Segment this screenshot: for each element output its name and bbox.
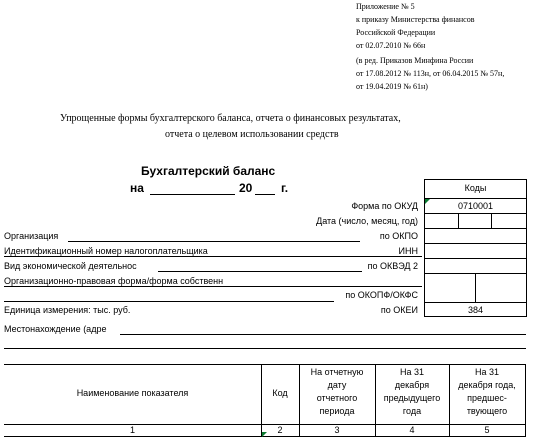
cell-marker-icon xyxy=(262,432,267,437)
location-field-2[interactable] xyxy=(4,348,526,349)
organization-label: Организация xyxy=(4,231,59,241)
appendix-line: от 17.08.2012 № 113н, от 06.04.2015 № 57н, xyxy=(356,69,505,78)
legal-form-line[interactable] xyxy=(4,286,422,287)
okpo-label: по ОКПО xyxy=(379,231,418,241)
year-suffix: г. xyxy=(281,181,289,195)
header-line: предыдущего xyxy=(383,393,441,403)
table-number-cell: 4 xyxy=(409,425,415,435)
okved-label: по ОКВЭД 2 xyxy=(367,261,418,271)
location-label: Местонахождение (адре xyxy=(4,324,107,334)
table-number-cell: 3 xyxy=(334,425,340,435)
document-title-line2: отчета о целевом использовании средств xyxy=(165,129,339,140)
appendix-line: к приказу Министерства финансов xyxy=(356,15,475,24)
header-line: На 31 xyxy=(399,367,425,377)
codes-divider xyxy=(424,198,527,199)
okud-label: Форма по ОКУД xyxy=(351,201,418,211)
activity-field[interactable] xyxy=(158,271,362,272)
header-line: отчетного xyxy=(316,393,358,403)
codes-divider xyxy=(424,243,527,244)
header-line: На 31 xyxy=(474,367,500,377)
appendix-line: Российской Федерации xyxy=(356,28,436,37)
table-number-cell: 1 xyxy=(129,425,135,435)
okei-label: по ОКЕИ xyxy=(380,305,418,315)
table-header-pre-prev-year xyxy=(449,366,525,418)
table-number-cell: 2 xyxy=(277,425,283,435)
header-line: предшес- xyxy=(467,393,507,403)
table-header-name: Наименование показателя xyxy=(76,388,189,398)
header-line: периода xyxy=(319,406,355,416)
table-right-border xyxy=(525,364,526,437)
header-line: На отчетную xyxy=(310,367,364,377)
document-title-line1: Упрощенные формы бухгалтерского баланса, отчета о финансовых результатах, xyxy=(60,113,401,124)
legal-form-label: Организационно-правовая форма/форма собственн xyxy=(4,276,224,286)
codes-divider xyxy=(424,228,527,229)
header-line: твующего xyxy=(466,406,508,416)
activity-label: Вид экономической деятельнос xyxy=(4,261,137,271)
table-header-code: Код xyxy=(272,388,288,398)
legal-form-line-2[interactable] xyxy=(4,301,334,302)
codes-divider xyxy=(424,213,527,214)
codes-date-divider xyxy=(491,213,492,228)
table-number-cell: 5 xyxy=(484,425,490,435)
date-label: Дата (число, месяц, год) xyxy=(316,216,418,226)
okopf-label: по ОКОПФ/ОКФС xyxy=(345,290,418,300)
year-blank-line[interactable] xyxy=(255,194,275,195)
balance-on-label: на xyxy=(130,181,144,195)
header-line: дату xyxy=(327,380,347,390)
codes-header: Коды xyxy=(464,183,487,193)
inn-label: ИНН xyxy=(398,246,418,256)
appendix-line: от 19.04.2019 № 61н) xyxy=(356,82,428,91)
header-line: декабря xyxy=(394,380,430,390)
organization-field[interactable] xyxy=(68,241,360,242)
okei-value[interactable]: 384 xyxy=(467,305,484,315)
okud-value[interactable]: 0710001 xyxy=(457,201,494,211)
codes-date-divider xyxy=(458,213,459,228)
table-top-border xyxy=(4,364,526,365)
header-line: года xyxy=(402,406,422,416)
appendix-line: (в ред. Приказов Минфина России xyxy=(356,56,474,65)
table-header-current xyxy=(299,366,375,418)
codes-divider xyxy=(424,302,527,303)
codes-okopf-divider xyxy=(475,273,476,302)
appendix-line: Приложение № 5 xyxy=(356,2,415,11)
appendix-line: от 02.07.2010 № 66н xyxy=(356,41,426,50)
inn-full-label: Идентификационный номер налогоплательщика xyxy=(4,246,208,256)
header-line: декабря года, xyxy=(458,380,516,390)
table-header-prev-year xyxy=(375,366,449,418)
inn-underline xyxy=(4,256,422,257)
unit-label: Единица измерения: тыс. руб. xyxy=(4,305,131,315)
location-field[interactable] xyxy=(120,334,526,335)
codes-divider xyxy=(424,258,527,259)
balance-heading: Бухгалтерский баланс xyxy=(141,164,276,178)
date-blank-line[interactable] xyxy=(150,194,235,195)
year-prefix: 20 xyxy=(239,181,253,195)
